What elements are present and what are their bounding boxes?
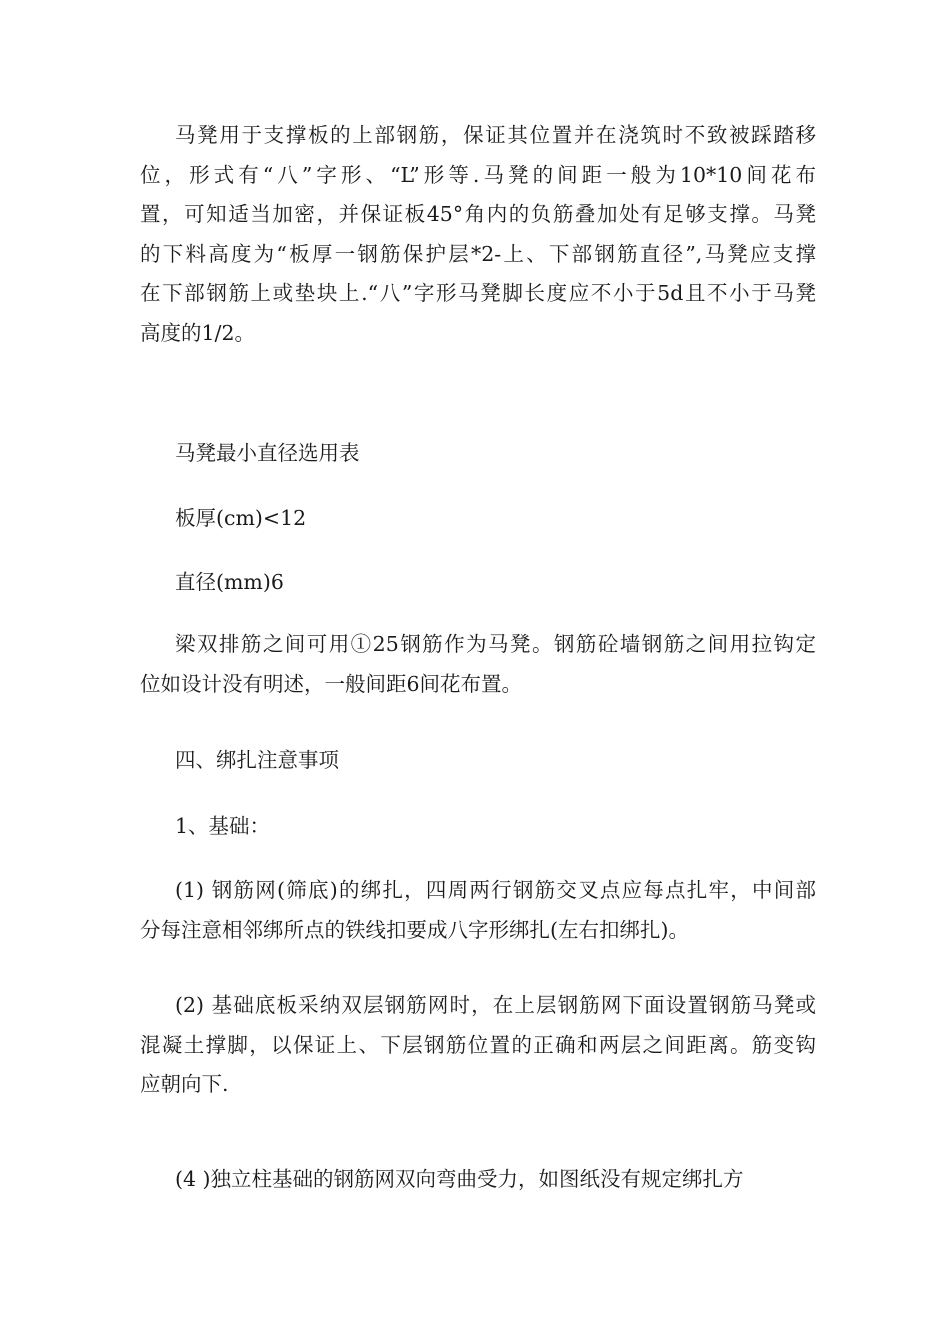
text-line: 高度的1/2。 — [140, 320, 255, 345]
text-line: 四、绑扎注意事项 — [175, 748, 339, 772]
text-line: 在下部钢筋上或垫块上.“八”字形马凳脚长度应不小于5d且不小于马凳 — [140, 281, 816, 305]
text-line: 板厚(cm)<12 — [175, 506, 307, 530]
item-4-independent-column — [140, 1160, 816, 1200]
text-line: 梁双排筋之间可用①25钢筋作为马凳。钢筋砼墙钢筋之间用拉钩定 — [175, 632, 816, 656]
text-line: 马凳用于支撑板的上部钢筋，保证其位置并在浇筑时不致被踩踏移 — [175, 123, 816, 147]
text-line: 马凳最小直径选用表 — [175, 441, 360, 465]
text-line: 分每注意相邻绑所点的铁线扣要成八字形绑扎(左右扣绑扎)。 — [140, 917, 689, 942]
text-line: 混凝土撑脚，以保证上、下层钢筋位置的正确和两层之间距离。筋变钩 — [140, 1032, 816, 1057]
paragraph-ma-deng-intro — [140, 116, 816, 353]
table-title — [140, 434, 816, 474]
text-line: 1、基础： — [175, 814, 271, 838]
text-line: 位如设计没有明述，一般间距6间花布置。 — [140, 671, 523, 696]
slab-thickness-row — [140, 499, 816, 539]
text-line: 的下料高度为“板厚一钢筋保护层*2-上、下部钢筋直径”,马凳应支撑 — [140, 241, 816, 266]
text-line: 直径(mm)6 — [175, 570, 284, 594]
text-line: (1) 钢筋网(筛底)的绑扎，四周两行钢筋交叉点应每点扎牢，中间部 — [175, 878, 816, 902]
text-line: 位，形式有“八”字形、“L”形等.马凳的间距一般为10*10间花布 — [140, 162, 816, 187]
item-2-double-layer — [140, 986, 816, 1105]
subsection-foundation — [140, 807, 816, 847]
text-line: (2) 基础底板采纳双层钢筋网时，在上层钢筋网下面设置钢筋马凳或 — [175, 993, 816, 1017]
text-line: 置，可知适当加密，并保证板45°角内的负筋叠加处有足够支撑。马凳 — [140, 202, 816, 226]
paragraph-beam-double-row — [140, 625, 816, 704]
text-line: (4 )独立柱基础的钢筋网双向弯曲受力，如图纸没有规定绑扎方 — [175, 1167, 744, 1191]
item-1-mesh-binding — [140, 871, 816, 950]
text-line: 应朝向下. — [140, 1072, 229, 1096]
section-heading-binding-notes — [140, 741, 816, 781]
diameter-row — [140, 563, 816, 603]
